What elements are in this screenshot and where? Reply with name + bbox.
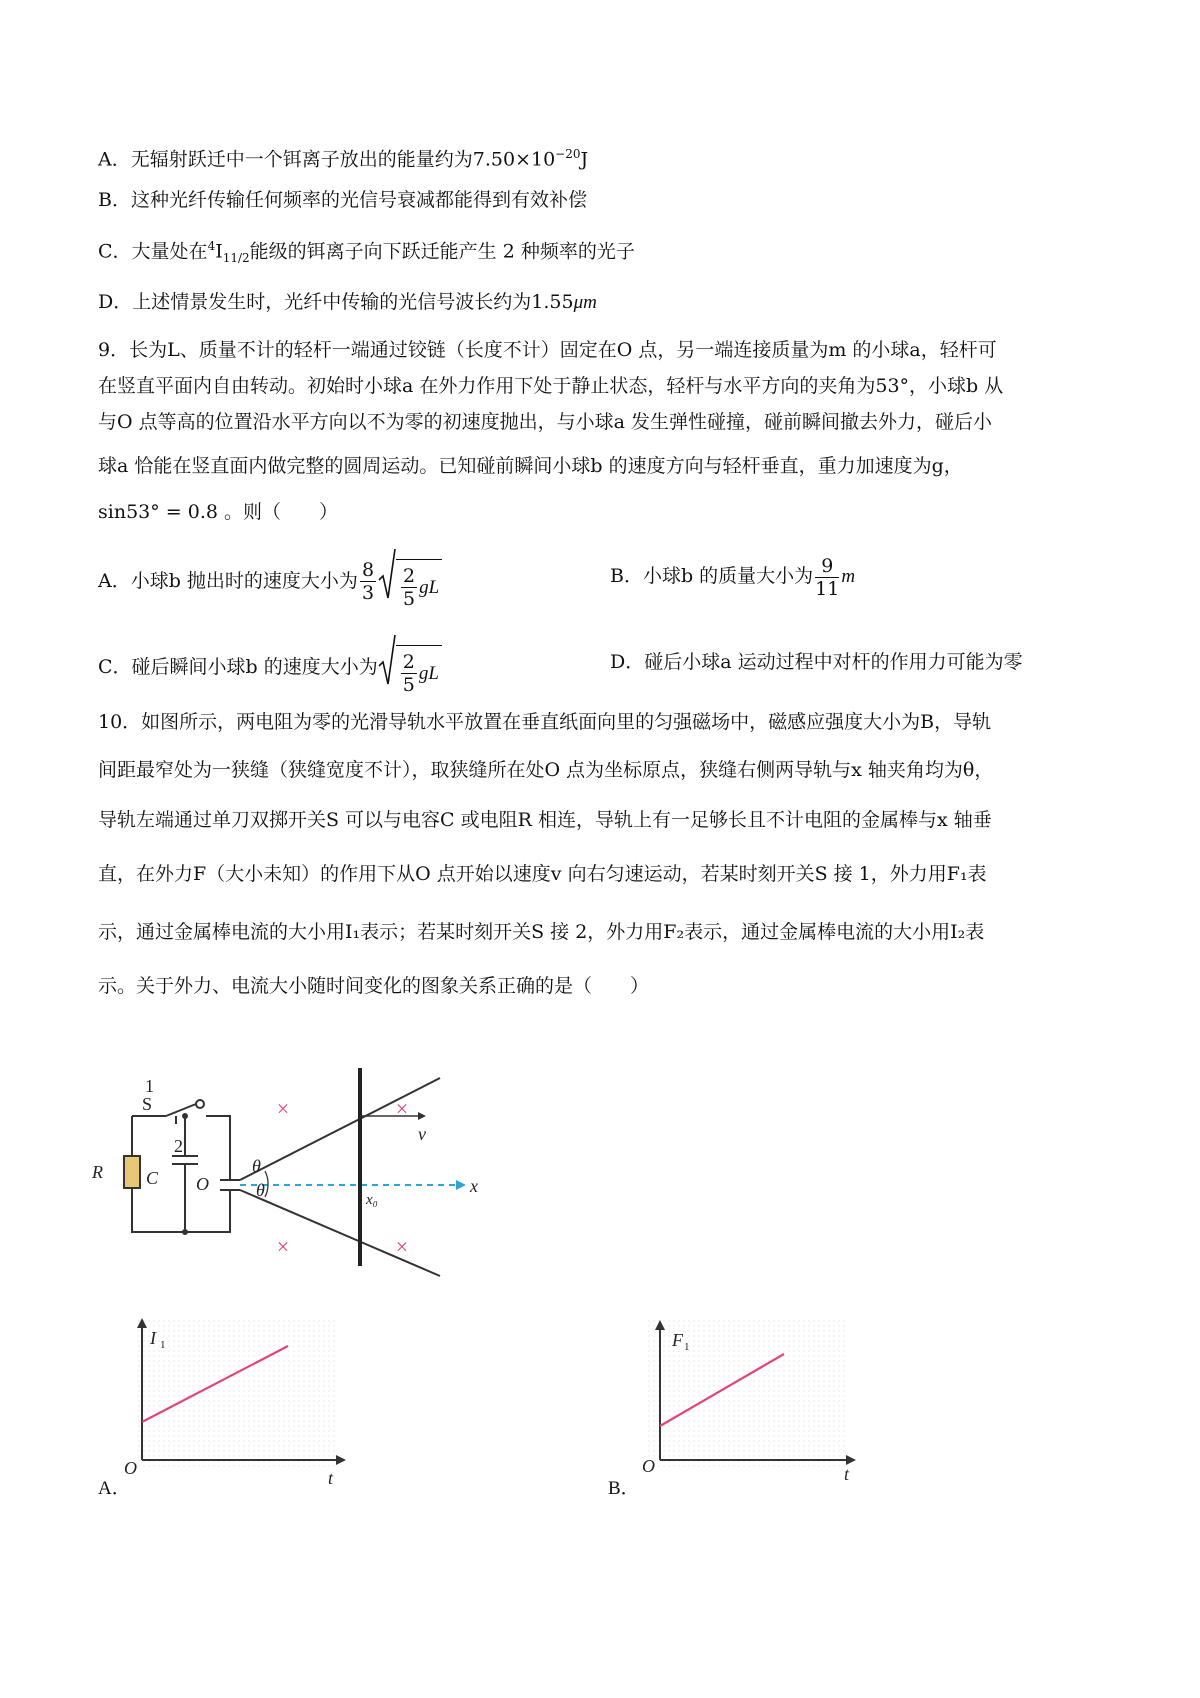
label-c: C (146, 1168, 159, 1188)
q9-line-3: 与O 点等高的位置沿水平方向以不为零的初速度抛出，与小球a 发生弹性碰撞，碰前瞬间撤去外力，碰后小 (98, 411, 992, 433)
label-v: v (418, 1124, 426, 1144)
graph-a-option: A． (98, 1478, 131, 1499)
graph-option-b (608, 1310, 868, 1500)
q8-option-c: C．大量处在$^4I_{11/2}$能级的铒离子向下跃迁能产生 2 种频率的光子 (98, 239, 635, 266)
q10-line-6: 示。关于外力、电流大小随时间变化的图象关系正确的是（ ） (98, 975, 650, 997)
field-cross: × (395, 1096, 409, 1121)
sqrt: $\frac{2}{5}$ gL (378, 548, 442, 616)
q10-line-3: 导轨左端通过单刀双掷开关S 可以与电容C 或电阻R 相连，导轨上有一足够长且不计电阻的金属棒与x 轴垂 (98, 809, 992, 831)
graph-b-option: B． (608, 1478, 640, 1499)
label-1: 1 (145, 1076, 154, 1096)
graph-b-ylabel: F (672, 1330, 683, 1350)
graph-a-origin: O (124, 1458, 137, 1478)
q9-option-d: D．碰后小球a 运动过程中对杆的作用力可能为零 (610, 651, 1023, 673)
label-2: 2 (174, 1136, 183, 1156)
field-cross: × (276, 1234, 290, 1259)
q9-option-c: C．碰后瞬间小球b 的速度大小为 $\frac{2}{5}$ gL (98, 634, 442, 702)
q10-line-1: 10．如图所示，两电阻为零的光滑导轨水平放置在垂直纸面向里的匀强磁场中，磁感应强度大小为B，导轨 (98, 711, 992, 733)
circuit-diagram (90, 1058, 490, 1278)
q8-option-d: D．上述情景发生时，光纤中传输的光信号波长约为1.55μm (98, 291, 597, 313)
q9-option-a: A．小球b 抛出时的速度大小为 $\frac{8}{3}$ $\frac{2}{5}$ gL (98, 548, 442, 616)
graph-option-a (98, 1310, 358, 1500)
label-r: R (92, 1162, 103, 1182)
graph-b-xlabel: t (844, 1464, 850, 1484)
label-o: O (196, 1174, 209, 1194)
label-theta-bottom: θ (256, 1180, 265, 1200)
field-cross: × (395, 1234, 409, 1259)
q9-line-5: sin53° = 0.8 。则（ ） (98, 501, 338, 523)
fraction: $\frac{8}{3}$ (361, 559, 375, 605)
label-theta-top: θ (252, 1156, 261, 1176)
graph-b-ysub: 1 (684, 1341, 690, 1353)
q9-line-4: 球a 恰能在竖直面内做完整的圆周运动。已知碰前瞬间小球b 的速度方向与轻杆垂直，重力加速度为g， (98, 455, 963, 477)
q9-line-2: 在竖直平面内自由转动。初始时小球a 在外力作用下处于静止状态，轻杆与水平方向的夹角为53°，小球b 从 (98, 375, 1004, 397)
q9-line-1: 9．长为L、质量不计的轻杆一端通过铰链（长度不计）固定在O 点，另一端连接质量为m 的小球a，轻杆可 (98, 339, 997, 361)
field-cross: × (276, 1096, 290, 1121)
label-s: S (142, 1094, 153, 1114)
label-x: x (470, 1176, 478, 1196)
label-x0: x₀ (366, 1192, 378, 1208)
q8-option-b: B．这种光纤传输任何频率的光信号衰减都能得到有效补偿 (98, 189, 587, 211)
graph-a-ysub: 1 (160, 1339, 166, 1351)
graph-b-origin: O (642, 1456, 655, 1476)
q10-line-2: 间距最窄处为一狭缝（狭缝宽度不计），取狭缝所在处O 点为坐标原点，狭缝右侧两导轨与x 轴夹角均为θ， (98, 759, 994, 781)
q10-line-5: 示，通过金属棒电流的大小用I₁表示；若某时刻开关S 接 2，外力用F₂表示，通过金属棒电流的大小用I₂表 (98, 921, 985, 943)
graph-a-xlabel: t (328, 1468, 334, 1488)
q8-option-a: A．无辐射跃迁中一个铒离子放出的能量约为$7.50\times 10^{-20}J$ (98, 147, 589, 171)
q9-option-b: B．小球b 的质量大小为 $\frac{9}{11}$ m (610, 554, 856, 600)
graph-a-ylabel: I (150, 1328, 156, 1348)
q10-line-4: 直，在外力F（大小未知）的作用下从O 点开始以速度v 向右匀速运动，若某时刻开关S 接 1，外力用F₁表 (98, 863, 987, 885)
